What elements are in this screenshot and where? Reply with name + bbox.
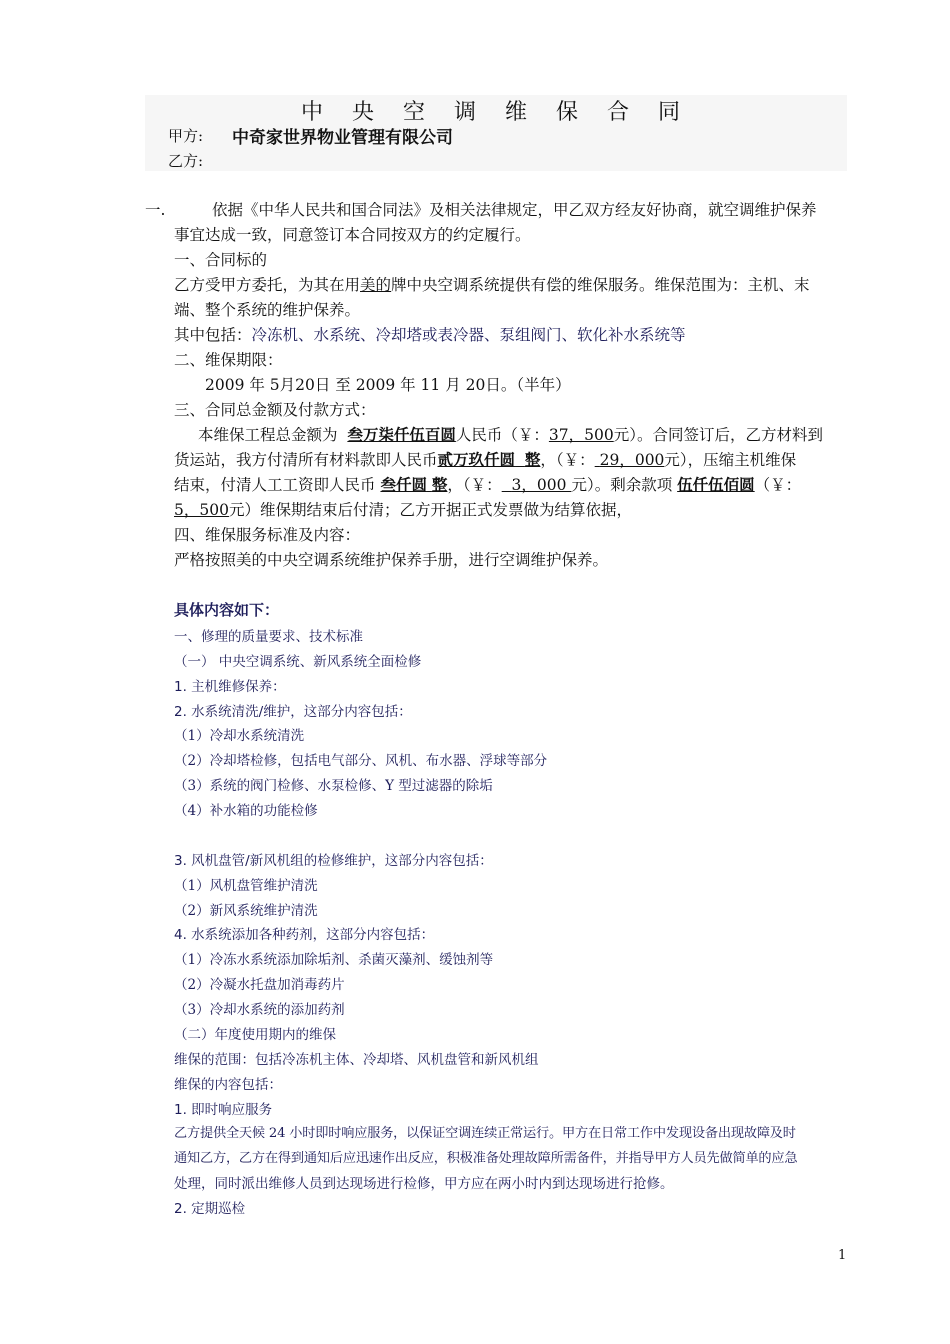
- section-1-title: 一、合同标的: [174, 251, 268, 269]
- party-b-label: 乙方:: [168, 152, 204, 170]
- detail-line: 3. 风机盘管/新风机组的检修维护，这部分内容包括：: [174, 853, 493, 869]
- total-amount-num: 37，500: [548, 426, 614, 444]
- detail-line: 维保的内容包括：: [174, 1077, 282, 1093]
- section-4-line-1: 严格按照美的中央空调系统维护保养手册，进行空调维护保养。: [174, 551, 609, 569]
- detail-line: 维保的范围：包括冷冻机主体、冷却塔、风机盘管和新风机组: [174, 1052, 539, 1068]
- party-a-label: 甲方:: [168, 127, 204, 145]
- detail-line: （2）冷凝水托盘加消毒药片: [174, 977, 345, 993]
- labor-amount-num: 3，000: [511, 476, 567, 494]
- detail-line: 1. 主机维修保养：: [174, 679, 286, 695]
- detail-line: 处理，同时派出维修人员到达现场进行检修，甲方应在两小时内到达现场进行抢修。: [174, 1176, 674, 1192]
- remaining-amount-cn: 伍仟伍佰圆: [677, 475, 755, 494]
- intro-number: 一.: [145, 201, 166, 219]
- material-amount-num: 29，000: [599, 451, 665, 469]
- section-3-line-1: 本维保工程总金额为 叁万柒仟伍百圆人民币（￥：37，500元）。合同签订后，乙方材料到: [198, 425, 823, 444]
- detail-line: （2）冷却塔检修，包括电气部分、风机、布水器、浮球等部分: [174, 753, 548, 769]
- section-3-line-3: 结束，付清人工工资即人民币 叁仟圆 整，（￥： 3，000 元）。剩余款项 伍仟伍佰圆（￥：: [174, 475, 802, 494]
- detail-line: 1. 即时响应服务: [174, 1102, 273, 1118]
- section-1-line-3: 其中包括：冷冻机、水系统、冷却塔或表冷器、泵组阀门、软化补水系统等: [174, 326, 686, 344]
- page-number: 1: [838, 1248, 847, 1263]
- detail-line: 一、修理的质量要求、技术标准: [174, 629, 363, 645]
- detail-line: （1）冷却水系统清洗: [174, 728, 305, 744]
- party-a-name: 中奇家世界物业管理有限公司: [232, 128, 453, 148]
- detail-line: 2. 水系统清洗/维护，这部分内容包括：: [174, 704, 412, 720]
- remaining-amount-num: 5，500: [174, 501, 229, 519]
- document-title: 中 央 空 调 维 保 合 同: [301, 100, 691, 125]
- detail-line: 2. 定期巡检: [174, 1201, 246, 1217]
- detail-line: （3）系统的阀门检修、水泵检修、Y 型过滤器的除垢: [174, 778, 493, 794]
- detail-line: 通知乙方，乙方在得到通知后应迅速作出反应，积极准备处理故障所需备件，并指导甲方人员先做简单的应急: [174, 1151, 798, 1166]
- section-3-line-2: 货运站，我方付清所有材料款即人民币贰万玖仟圆 整，（￥： 29，000元），压缩主机维保: [174, 450, 797, 469]
- detail-line: （1）冷冻水系统添加除垢剂、杀菌灭藻剂、缓蚀剂等: [174, 952, 494, 968]
- detail-line: （二）年度使用期内的维保: [174, 1027, 336, 1043]
- material-amount-cn: 贰万玖仟圆: [437, 450, 516, 469]
- detail-line: （3）冷却水系统的添加药剂: [174, 1002, 345, 1018]
- detail-line: （一） 中央空调系统、新风系统全面检修: [174, 654, 422, 670]
- section-1-line-1: 乙方受甲方委托，为其在用美的牌中央空调系统提供有偿的维保服务。维保范围为：主机、末: [174, 276, 810, 294]
- section-2-title: 二、维保期限：: [174, 351, 283, 369]
- intro-line-2: 事宜达成一致，同意签订本合同按双方的约定履行。: [174, 226, 531, 244]
- section-1-line-2: 端、整个系统的维护保养。: [174, 301, 361, 319]
- detail-line: 4. 水系统添加各种药剂，这部分内容包括：: [174, 927, 435, 943]
- detail-line: （4）补水箱的功能检修: [174, 803, 318, 819]
- labor-amount-cn: 叁仟圆: [380, 475, 427, 494]
- section-3-line-4: 5，500元）维保期结束后付清；乙方开据正式发票做为结算依据，: [174, 501, 632, 519]
- section-3-title: 三、合同总金额及付款方式：: [174, 401, 376, 419]
- service-period: 2009 年 5月20日 至 2009 年 11 月 20日。（半年）: [205, 376, 571, 394]
- detail-line: 乙方提供全天候 24 小时即时响应服务，以保证空调连续正常运行。甲方在日常工作中发现设备出现故障及时: [174, 1126, 796, 1141]
- intro-line-1: 依据《中华人民共和国合同法》及相关法律规定，甲乙双方经友好协商，就空调维护保养: [212, 201, 817, 219]
- total-amount-cn: 叁万柒仟伍百圆: [347, 425, 456, 444]
- detail-line: （1）风机盘管维护清洗: [174, 878, 318, 894]
- section-4-title: 四、维保服务标准及内容：: [174, 526, 361, 544]
- details-heading: 具体内容如下：: [174, 601, 280, 619]
- detail-line: （2）新风系统维护清洗: [174, 903, 318, 919]
